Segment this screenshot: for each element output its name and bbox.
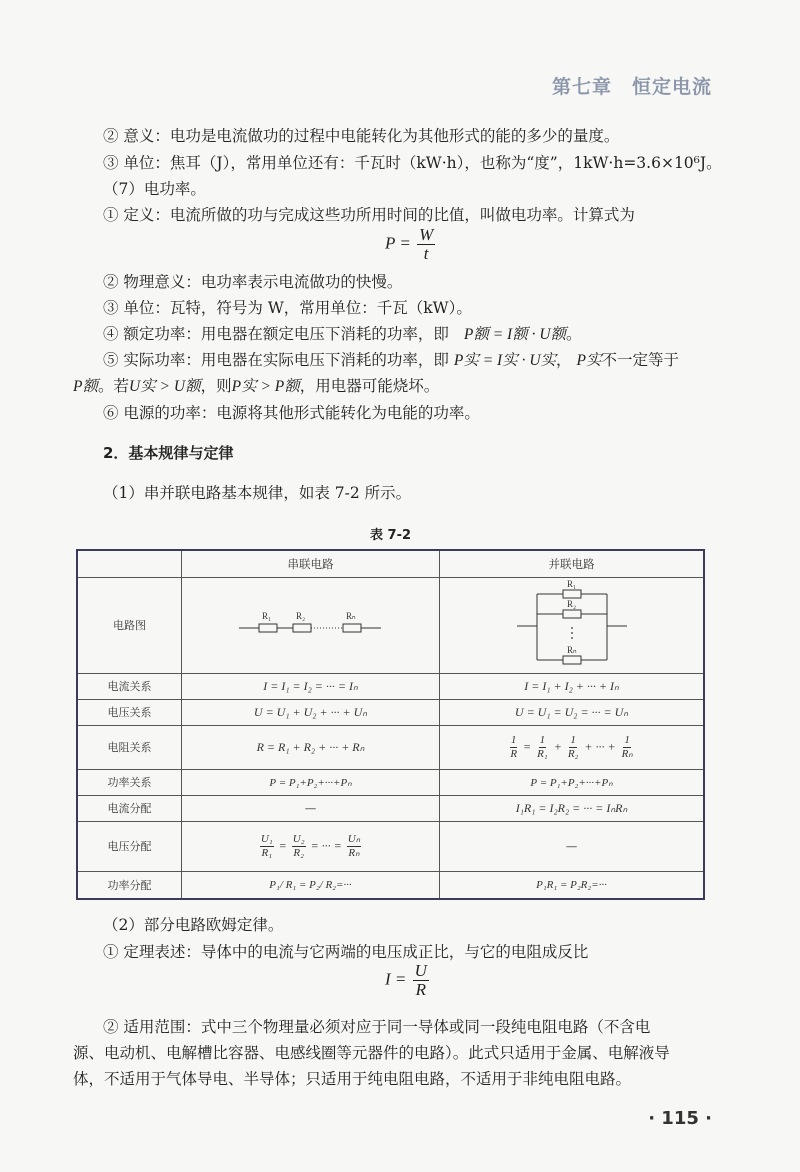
fraction (260, 833, 274, 860)
inline-formula: P实 > P额 (231, 378, 300, 395)
fraction (417, 226, 435, 263)
text-span: ⑤ 实际功率：用电器在实际电压下消耗的功率，即 (103, 351, 449, 369)
table-row (77, 673, 704, 699)
parallel-cell: I₁R₁ = I₂R₂ = ··· = IₙRₙ (440, 795, 705, 821)
inline-formula: P额 = I额 · U额 (463, 326, 567, 343)
table-caption: 表 7-2 (370, 528, 412, 543)
fraction (292, 833, 306, 860)
inline-formula: P实 (576, 352, 602, 369)
series-cell (182, 821, 440, 871)
text-line: （1）串并联电路基本规律，如表 7-2 所示。 (103, 484, 412, 502)
inline-formula: P额 (73, 378, 98, 395)
series-circuit-diagram (182, 577, 440, 673)
text-line: ② 意义：电功是电流做功的过程中电能转化为其他形式的能的多少的量度。 (103, 127, 620, 145)
text-span: 。 (566, 325, 582, 343)
operator: + (553, 738, 562, 753)
series-cell: U = U₁ + U₂ + ··· + Uₙ (182, 699, 440, 725)
formula-lhs: I = (385, 969, 407, 989)
resistor-label: Rₙ (566, 644, 577, 655)
numerator: Uₙ (347, 832, 361, 845)
table-row (77, 577, 704, 673)
circuit-rules-table (76, 549, 705, 900)
row-label: 电压分配 (77, 821, 182, 871)
numerator: 1 (570, 733, 576, 746)
inline-formula: P实 = I实 · U实 (453, 352, 557, 369)
text-span: ，用电器可能烧坏。 (299, 377, 440, 395)
text-span: ， (556, 351, 572, 369)
parallel-cell: I = I₁ + I₂ + ··· + Iₙ (440, 673, 705, 699)
series-circuit-svg (231, 604, 391, 644)
row-label: 电流分配 (77, 795, 182, 821)
parallel-circuit-diagram (440, 577, 705, 673)
denominator: R₁ (537, 747, 548, 760)
series-cell: P = P₁+P₂+···+Pₙ (182, 769, 440, 795)
numerator: 1 (510, 733, 517, 746)
inline-formula: U实 > U额 (128, 378, 201, 395)
text-line: ③ 单位：焦耳（J），常用单位还有：千瓦时（kW·h），也称为“度”，1kW·h=3.6×10⁶J。 (103, 154, 722, 172)
text-line: ② 物理意义：电功率表示电流做功的快慢。 (103, 273, 403, 291)
denominator: R (510, 747, 518, 760)
operator: = (278, 837, 287, 852)
fraction (567, 734, 580, 761)
text-line: ⑥ 电源的功率：电源将其他形式能转化为电能的功率。 (103, 404, 480, 422)
table-row (77, 699, 704, 725)
parallel-cell: — (440, 821, 705, 871)
text-line: ① 定理表述：导体中的电流与它两端的电压成正比，与它的电阻成反比 (103, 943, 589, 961)
table-row (77, 795, 704, 821)
table-header-row (77, 550, 704, 577)
fraction (536, 734, 549, 761)
row-label: 功率分配 (77, 871, 182, 899)
text-line (103, 348, 679, 373)
row-label: 电路图 (77, 577, 182, 673)
operator: = (523, 738, 532, 753)
row-label: 功率关系 (77, 769, 182, 795)
text-line (73, 374, 439, 399)
row-label: 电阻关系 (77, 725, 182, 769)
numerator: 1 (539, 733, 546, 746)
denominator: Rₙ (348, 846, 360, 859)
power-formula (385, 226, 437, 263)
parallel-cell: U = U₁ = U₂ = ··· = Uₙ (440, 699, 705, 725)
fraction (621, 734, 634, 761)
table-row (77, 769, 704, 795)
denominator: t (423, 244, 429, 263)
resistor-label: R₂ (295, 610, 305, 621)
numerator: U₁ (260, 832, 273, 845)
denominator: R₂ (293, 846, 304, 859)
parallel-cell (440, 725, 705, 769)
parallel-cell: P₁R₁ = P₂R₂=··· (440, 871, 705, 899)
text-span: 。若 (97, 377, 129, 395)
operator: + ··· + (584, 738, 616, 753)
section-title: 2．基本规律与定律 (103, 444, 234, 462)
text-line: 体，不适用于气体导电、半导体；只适用于纯电阻电路，不适用于非纯电阻电路。 (73, 1070, 632, 1088)
resistor-label: R₁ (566, 578, 576, 589)
page-number: · 115 · (648, 1108, 712, 1129)
table-row (77, 821, 704, 871)
header-cell: 串联电路 (182, 550, 440, 577)
text-line: （2）部分电路欧姆定律。 (103, 916, 284, 934)
series-cell: P₁/ R₁ = P₂/ R₂=··· (182, 871, 440, 899)
row-label: 电压关系 (77, 699, 182, 725)
numerator: W (419, 225, 434, 244)
ohms-law-formula (385, 962, 431, 999)
series-cell: — (182, 795, 440, 821)
fraction (413, 962, 429, 999)
denominator: R₂ (567, 747, 579, 760)
fraction (509, 734, 518, 761)
operator: = ··· = (310, 837, 342, 852)
resistor-label: R₁ (261, 610, 271, 621)
resistor-label: R₂ (566, 598, 576, 609)
denominator: R₁ (261, 846, 273, 859)
numerator: 1 (624, 733, 630, 746)
text-span: 不一定等于 (601, 351, 679, 369)
numerator: U₂ (292, 832, 305, 845)
series-cell: R = R₁ + R₂ + ··· + Rₙ (182, 725, 440, 769)
chapter-header: 第七章 恒定电流 (551, 76, 712, 98)
text-line: ② 适用范围：式中三个物理量必须对应于同一导体或同一段纯电阻电路（不含电 (103, 1018, 651, 1036)
denominator: Rₙ (621, 747, 633, 760)
series-cell: I = I₁ = I₂ = ··· = Iₙ (182, 673, 440, 699)
row-label: 电流关系 (77, 673, 182, 699)
fraction (347, 833, 361, 860)
table-row (77, 871, 704, 899)
text-line: （7）电功率。 (103, 180, 206, 198)
parallel-circuit-svg (517, 578, 627, 670)
text-line: ① 定义：电流所做的功与完成这些功所用时间的比值，叫做电功率。计算式为 (103, 206, 635, 224)
formula-lhs: P = (385, 233, 411, 253)
text-line (103, 322, 582, 347)
parallel-cell: P = P₁+P₂+···+Pₙ (440, 769, 705, 795)
header-cell (77, 550, 182, 577)
text-span: ，则 (200, 377, 232, 395)
numerator: U (414, 961, 427, 980)
header-cell: 并联电路 (440, 550, 705, 577)
table-row (77, 725, 704, 769)
text-span: ④ 额定功率：用电器在额定电压下消耗的功率，即 (103, 325, 449, 343)
text-line: 源、电动机、电解槽比容器、电感线圈等元器件的电路）。此式只适用于金属、电解液导 (73, 1044, 670, 1062)
resistor-label: Rₙ (345, 610, 356, 621)
denominator: R (415, 980, 426, 999)
text-line: ③ 单位：瓦特，符号为 W，常用单位：千瓦（kW）。 (103, 299, 472, 317)
